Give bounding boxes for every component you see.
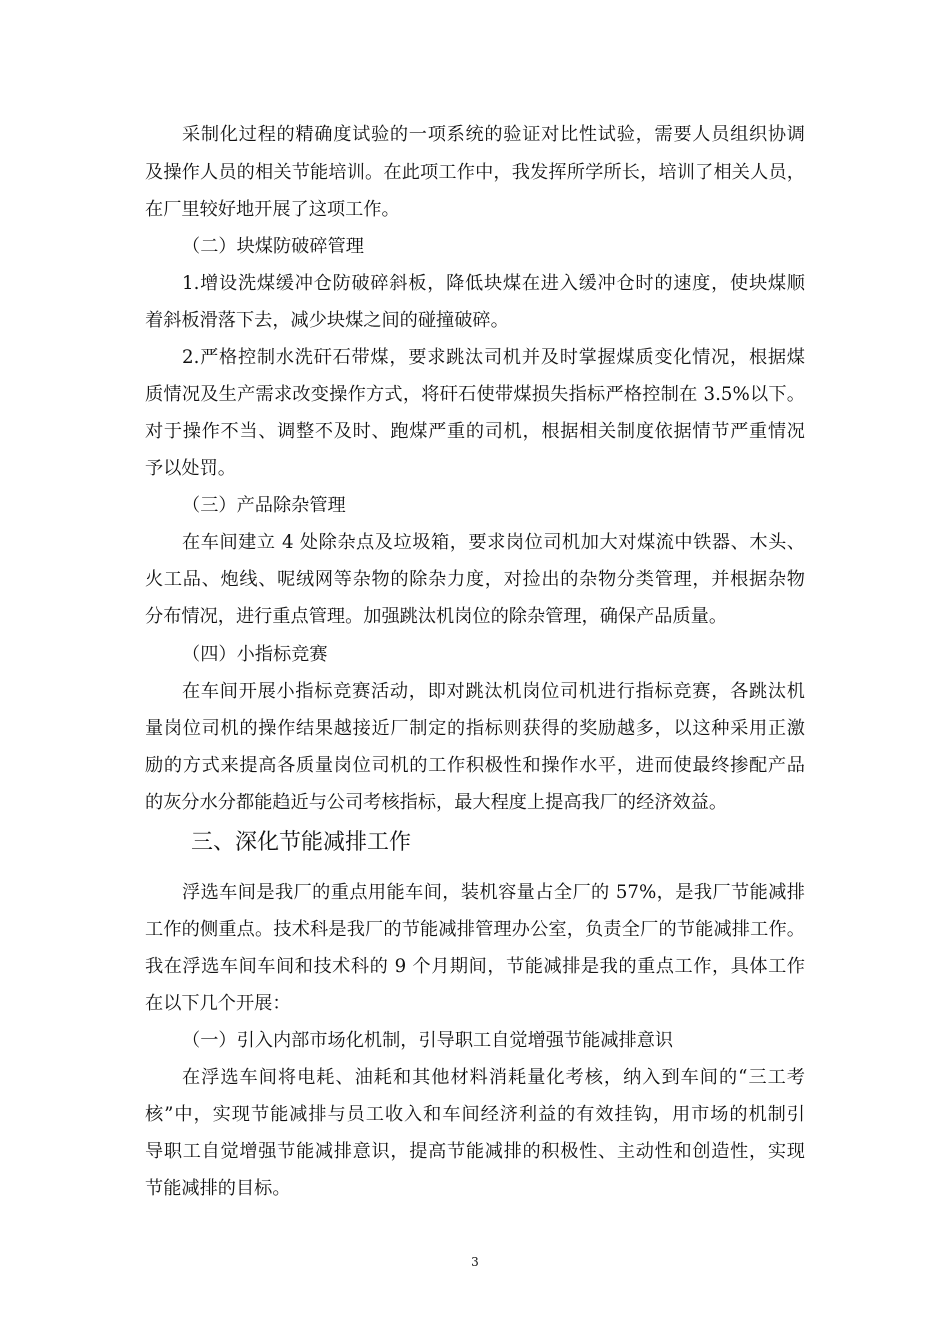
subheading: （二）块煤防破碎管理 bbox=[182, 236, 364, 257]
paragraph-line: 采制化过程的精确度试验的一项系统的验证对比性试验，需要人员组织协调 bbox=[182, 124, 805, 145]
list-item-line: 着斜板滑落下去，减少块煤之间的碰撞破碎。 bbox=[145, 310, 509, 331]
paragraph-line: 在车间开展小指标竞赛活动，即对跳汰机岗位司机进行指标竞赛，各跳汰机 bbox=[182, 681, 805, 702]
paragraph-line: 分布情况，进行重点管理。加强跳汰机岗位的除杂管理，确保产品质量。 bbox=[145, 606, 728, 627]
paragraph-line: 量岗位司机的操作结果越接近厂制定的指标则获得的奖励越多，以这种采用正激 bbox=[145, 718, 805, 739]
list-item-line: 质情况及生产需求改变操作方式，将矸石使带煤损失指标严格控制在 3.5%以下。 bbox=[145, 384, 805, 405]
list-item-line: 1.增设洗煤缓冲仓防破碎斜板，降低块煤在进入缓冲仓时的速度，使块煤顺 bbox=[182, 273, 805, 294]
list-item-line: 对于操作不当、调整不及时、跑煤严重的司机，根据相关制度依据情节严重情况 bbox=[145, 421, 805, 442]
subheading: （一）引入内部市场化机制，引导职工自觉增强节能减排意识 bbox=[182, 1030, 674, 1051]
subheading: （四）小指标竞赛 bbox=[182, 644, 328, 665]
paragraph-line: 励的方式来提高各质量岗位司机的工作积极性和操作水平，进而使最终掺配产品 bbox=[145, 755, 805, 776]
paragraph-line: 在以下几个开展： bbox=[145, 993, 291, 1014]
paragraph-line: 在厂里较好地开展了这项工作。 bbox=[145, 199, 400, 220]
paragraph-line: 的灰分水分都能趋近与公司考核指标，最大程度上提高我厂的经济效益。 bbox=[145, 792, 728, 813]
paragraph-line: 在浮选车间将电耗、油耗和其他材料消耗量化考核，纳入到车间的“三工考 bbox=[182, 1067, 805, 1088]
paragraph-line: 导职工自觉增强节能减排意识，提高节能减排的积极性、主动性和创造性，实现 bbox=[145, 1141, 805, 1162]
paragraph-line: 工作的侧重点。技术科是我厂的节能减排管理办公室，负责全厂的节能减排工作。 bbox=[145, 919, 805, 940]
page-number: 3 bbox=[471, 1255, 479, 1269]
list-item-line: 2.严格控制水洗矸石带煤，要求跳汰司机并及时掌握煤质变化情况，根据煤 bbox=[182, 347, 805, 368]
paragraph-line: 我在浮选车间车间和技术科的 9 个月期间，节能减排是我的重点工作，具体工作 bbox=[145, 956, 805, 977]
paragraph-line: 浮选车间是我厂的重点用能车间，装机容量占全厂的 57%，是我厂节能减排 bbox=[182, 882, 805, 903]
list-item-line: 予以处罚。 bbox=[145, 458, 236, 479]
paragraph-line: 节能减排的目标。 bbox=[145, 1178, 291, 1199]
paragraph-line: 在车间建立 4 处除杂点及垃圾箱，要求岗位司机加大对煤流中铁器、木头、 bbox=[182, 532, 805, 553]
paragraph-line: 及操作人员的相关节能培训。在此项工作中，我发挥所学所长，培训了相关人员， bbox=[145, 162, 805, 183]
subheading: （三）产品除杂管理 bbox=[182, 495, 346, 516]
section-heading: 三、深化节能减排工作 bbox=[191, 830, 412, 855]
paragraph-line: 核”中，实现节能减排与员工收入和车间经济利益的有效挂钩，用市场的机制引 bbox=[145, 1104, 805, 1125]
paragraph-line: 火工品、炮线、呢绒网等杂物的除杂力度，对捡出的杂物分类管理，并根据杂物 bbox=[145, 569, 805, 590]
